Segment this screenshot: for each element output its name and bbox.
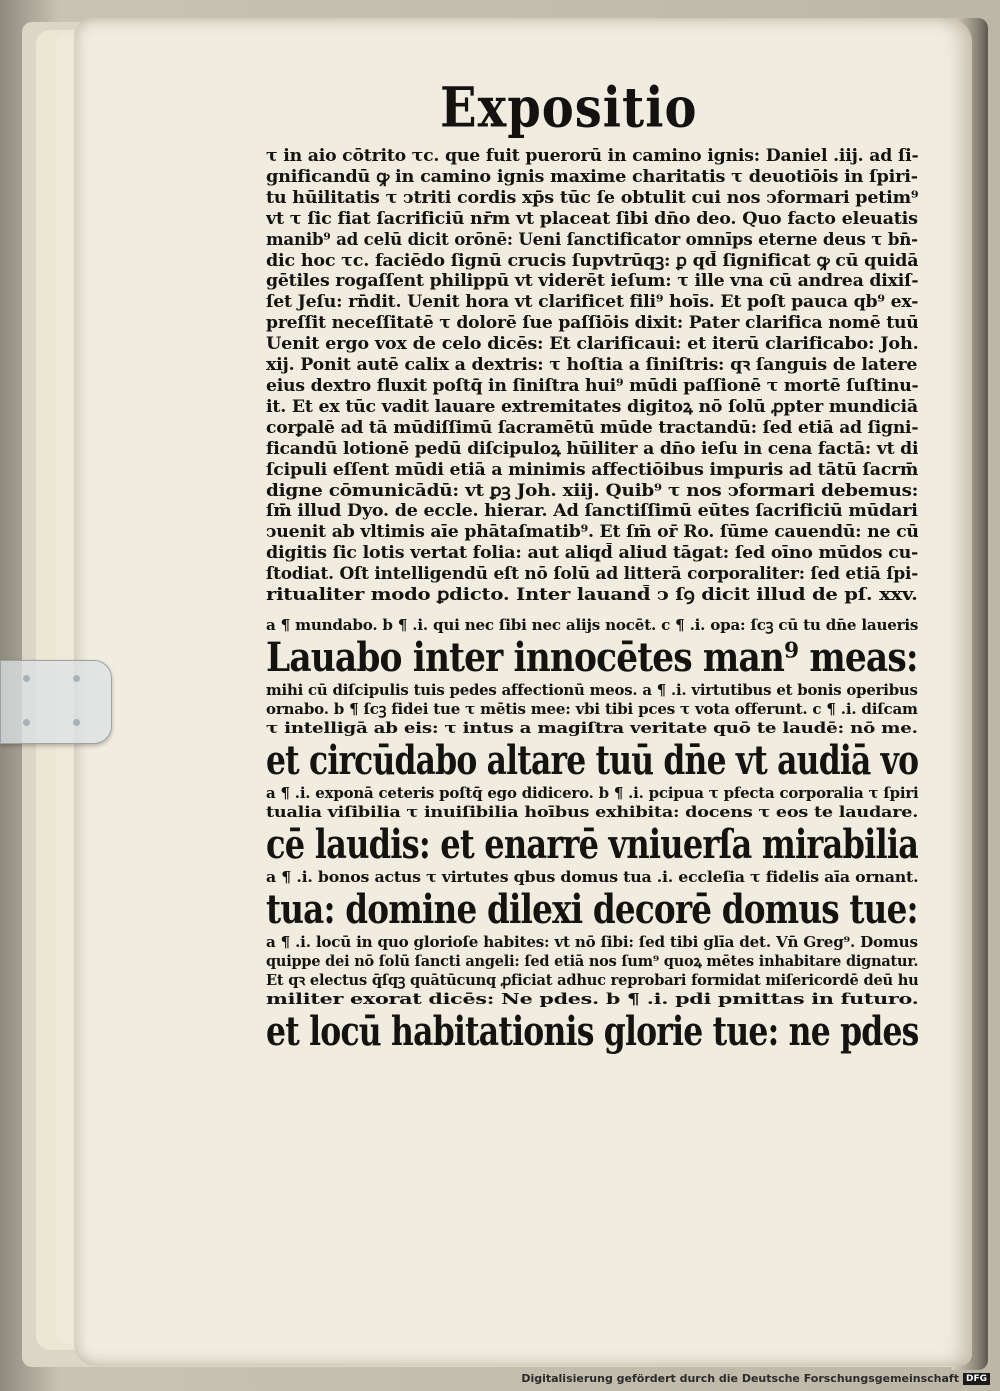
body-line: ↄuenit ab vltimis aīe phātaſmatib⁹. Et ſm̄ or̄ Ro. ſūme cauendū: ne cū	[266, 522, 919, 542]
clip-pin	[73, 719, 80, 726]
psalm-verse: Lauabo inter innocētes man⁹ meas:	[266, 634, 918, 681]
clip-pin	[23, 675, 30, 682]
psalm-verse: tua: domine dilexi decorē domus tue:	[266, 886, 918, 933]
gloss-block	[266, 933, 918, 1009]
gloss-line: tualia viſibilia τ inuiſibilia hoībus exhibita: docens τ eos te laudare.	[266, 803, 918, 821]
psalm-verse: et locū habitationis glorie tue: ne pdes	[266, 1008, 919, 1055]
gloss-line: a ¶ .i. exponā ceteris poſtq̄ ego didicero. b ¶ .i. pcipua τ pfecta corporalia τ ſpiri	[266, 784, 919, 802]
body-line: Uenit ergo vox de celo dicēs: Et clarificaui: et iterū clarificabo: Joh.	[266, 334, 919, 354]
body-line: ſtodiat. Oſt intelligendū eſt nō ſolū ad litterā corporaliter: ſed etiā ſpi-	[266, 564, 919, 584]
body-line: τ in aio cōtrito τc. que fuit puerorū in camino ignis: Daniel .iij. ad ſi-	[266, 146, 919, 165]
text-block	[266, 146, 918, 1055]
body-line: tu hūilitatis τ ↄtriti cordis xp̄s tūc ſe obtulit cui nos ↄformari petim⁹	[266, 187, 919, 207]
clip-pin	[23, 719, 30, 726]
dfg-logo: DFG	[963, 1373, 990, 1385]
page-clip	[0, 660, 112, 744]
body-line: ſet Jeſu: rn̄dit. Uenit hora vt clarificet fili⁹ hoīs. Et poſt pauca qb⁹ ex-	[266, 292, 919, 312]
body-text	[266, 146, 918, 606]
body-line: digne cōmunicādū: vt ꝑꝫ Joh. xiij. Quib⁹ τ nos ↄformari debemus:	[266, 480, 919, 500]
clip-pin	[73, 675, 80, 682]
body-line: preſſit neceſſitatē τ dolorē ſue paſſiōis dixit: Pater clarifica nomē tuū	[266, 313, 919, 333]
gloss-block	[266, 681, 918, 738]
body-line: gnificandū ꝙ in camino ignis maxime charitatis τ deuotiōis in ſpiri-	[266, 166, 918, 186]
gloss-line: militer exorat dicēs: Ne pdes. b ¶ .i. pdi pmittas in futuro.	[266, 990, 919, 1008]
body-line: ficandū lotionē pedū diſcipuloꝝ hūiliter a dn̄o ieſu in cena factā: vt di	[266, 438, 918, 458]
psalm-verse: et circūdabo altare tuū dn̄e vt audiā vo	[266, 737, 919, 784]
body-line: dic hoc τc. faciēdo ſignū crucis ſupvtrūqꝫ: ꝑ qd̄ ſignificat ꝙ cū quidā	[266, 250, 919, 270]
running-head: Expositio	[440, 75, 698, 141]
gloss-line: quippe dei nō ſolū ſancti angeli: ſed etiā nos ſum⁹ quoꝝ mētes inhabitare dignatur.	[266, 952, 919, 970]
gloss-line: ornabo. b ¶ ſcꝫ fidei tue τ mētis mee: vbi tibi pces τ vota offerunt. c ¶ .i. diſcam	[266, 700, 918, 718]
body-line: xij. Ponit autē calix a dextris: τ hoſtia a ſiniſtris: qꝛ ſanguis de latere	[266, 355, 918, 375]
gloss-line: a ¶ .i. locū in quo glorioſe habites: vt nō ſibi: ſed tibi glīa det. Vn̄ Greg⁹. Domus	[266, 933, 918, 951]
body-line: ritualiter modo ꝑdicto. Inter lauand̄ ↄ ſꝯ dicit illud de pſ. xxv.	[266, 585, 918, 605]
body-line: corꝑalē ad tā mūdiſſimū ſacramētū mūde tractandū: ſed etiā ad ſigni-	[266, 417, 919, 437]
credit-text: Digitalisierung gefördert durch die Deutsche Forschungsgemeinschaft	[521, 1372, 959, 1385]
body-line: gētiles rogaſſent philippū vt viderēt ieſum: τ ille vna cū andrea dixiſ-	[266, 271, 918, 291]
digitization-credit	[521, 1372, 990, 1385]
body-line: vt τ ſic fiat ſacrificiū nr̄m vt placeat ſibi dn̄o deo. Quo facto eleuatis	[266, 208, 918, 228]
gloss-block	[266, 784, 918, 822]
gloss-line: Et qꝛ electus q̄ſqꝫ quātūcunq ꝓficiat adhuc reprobari formidat miſericordē deū hu	[266, 971, 919, 989]
gloss-line: mihi cū diſcipulis tuis pedes affectionū meos. a ¶ .i. virtutibus et bonis operibus	[266, 681, 918, 699]
body-line: digitis ſic lotis vertat folia: aut aliqd̄ aliud tāgat: ſed oīno mūdos cu-	[266, 543, 918, 563]
body-line: ſcipuli eſſent mūdi etiā a minimis affectiōibus impuris ad tātū ſacrm̄	[266, 459, 919, 479]
gloss-line: τ intelligā ab eis: τ intus a magiſtra veritate quō te laudē: nō me.	[266, 719, 918, 737]
body-line: it. Et ex tūc vadit lauare extremitates digitoꝝ nō ſolū ꝓpter mundiciā	[266, 396, 918, 416]
body-line: manib⁹ ad celū dicit orōnē: Ueni ſanctificator omnīps eterne deus τ bn̄-	[266, 229, 918, 249]
body-line: eius dextro fluxit poſtq̄ in ſiniſtra hui⁹ mūdi paſſionē τ mortē ſuſtinu-	[266, 375, 919, 395]
psalm-verse: cē laudis: et enarrē vniuerſa mirabilia	[266, 821, 919, 868]
body-line: ſm̄ illud Dyo. de eccle. hierar. Ad ſanctiſſimū eūtes ſacrificiū mūdari	[266, 501, 918, 521]
gloss-line: a ¶ mundabo. b ¶ .i. qui nec ſibi nec alijs nocēt. c ¶ .i. opa: ſcꝫ cū tu dn̄e laueris	[266, 616, 919, 634]
gloss-line: a ¶ .i. bonos actus τ virtutes qbus domus tua .i. eccleſia τ fidelis aīa ornant.	[266, 868, 919, 886]
